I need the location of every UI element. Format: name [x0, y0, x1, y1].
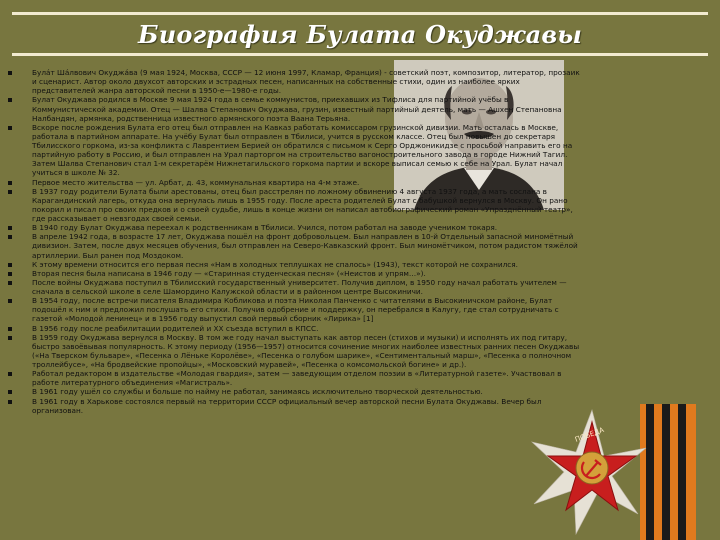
list-item: В 1940 году Булат Окуджава переехал к родственникам в Тбилиси. Учился, потом работал на заводе учеником токаря.	[6, 223, 580, 232]
list-item: Вскоре после рождения Булата его отец был отправлен на Кавказ работать комиссаром грузинской дивизии. Мать осталась в Москве, работала в партийном аппарате. На учёбу Булат был отправлен в Тбилиси, учится в русском классе. Отец был повышен до секретаря Тбилисского горкома, из-за конфликта с Лаврентием Берией он обратился с письмом к Серго Орджоникидзе с просьбой направить его на партийную работу в Россию, и был отправлен на Урал парторгом на строительство вагоностроительного завода в городе Нижний Тагил. Затем Шалва Степанович стал 1-м секретарём Нижнетагильского горкома партии и вскоре выписал семью к себе на Урал. Булат начал учиться в школе № 32.	[6, 123, 580, 178]
slide-title: Биография Булата Окуджавы	[138, 19, 582, 49]
list-item: Работал редактором в издательстве «Молодая гвардия», затем — заведующим отделом поэзии в «Литературной газете». Участвовал в работе литературного объединения «Магистраль».	[6, 369, 580, 387]
biography-text	[6, 68, 580, 415]
list-item: В 1961 году в Харькове состоялся первый на территории СССР официальный вечер авторской песни Булата Окуджавы. Вечер был организован.	[6, 397, 580, 415]
list-item: В 1961 году ушёл со службы и больше по найму не работал, занимаясь исключительно творческой деятельностью.	[6, 387, 580, 396]
list-item: После войны Окуджава поступил в Тбилисский государственный университет. Получив диплом, в 1950 году начал работать учителем — сначала в сельской школе в селе Шамордино Калужской области и в районном центре Высокиничи.	[6, 278, 580, 296]
medal-inscription: ПОБЕДА	[573, 426, 606, 444]
list-item: Була́т Ша́лвович Окуджа́ва (9 мая 1924, Москва, СССР — 12 июня 1997, Кламар, Франция) - советский поэт, композитор, литератор, прозаик и сценарист. Автор около двухсот авторских и эстрадных песен, написанных на собственные стихи, один из наиболее ярких представителей жанра авторской песни в 1950-е—1980-е годы.	[6, 68, 580, 95]
biography-list	[6, 68, 580, 415]
victory-medal	[520, 404, 696, 540]
list-item: В 1937 году родители Булата были арестованы, отец был расстрелян по ложному обвинению 4 августа 1937 года, а мать сослана в Карагандинский лагерь, откуда она вернулась лишь в 1955 году. После ареста родителей Булат с бабушкой вернулся в Москву. Он рано покорил и писал про своих предков и о своей судьбе, лишь в конце жизни он написал автобиографический роман «Упразднённый театр», где рассказывает о невзгодах своей семьи.	[6, 187, 580, 224]
st-george-ribbon-icon	[640, 404, 696, 540]
list-item: Первое место жительства — ул. Арбат, д. 43, коммунальная квартира на 4-м этаже.	[6, 178, 580, 187]
list-item: Вторая песня была написана в 1946 году — «Старинная студенческая песня» («Неистов и упрям…»).	[6, 269, 580, 278]
list-item: В 1954 году, после встречи писателя Владимира Кобликова и поэта Николая Панченко с читателями в Высокиничском районе, Булат подошёл к ним и предложил послушать его стихи. Получив одобрение и поддержку, он перебрался в Калугу, где стал сотрудничать с газетой «Молодой ленинец» и в 1956 году выпустил свой первый сборник «Лирика» [1]	[6, 296, 580, 323]
list-item: Булат Окуджава родился в Москве 9 мая 1924 года в семье коммунистов, приехавших из Тифлиса для партийной учёбы в Коммунистической академии. Отец — Шалва Степанович Окуджава, грузин, известный партийный деятель, мать — Ашхен Степановна Налбандян, армянка, родственница известного армянского поэта Ваана Терьяна.	[6, 95, 580, 122]
title-bar	[12, 12, 708, 56]
list-item: В 1959 году Окуджава вернулся в Москву. В том же году начал выступать как автор песен (стихов и музыки) и исполнять их под гитару, быстро завоёвывая популярность. К этому периоду (1956—1957) относится сочинение многих наиболее известных ранних песен Окуджавы («На Тверском бульваре», «Песенка о Лёньке Королёве», «Песенка о голубом шарике», «Сентиментальный марш», «Песенка о полночном троллейбусе», «На бродвейские пропойцы», «Московский муравей», «Песенка о комсомольской богине» и др.).	[6, 333, 580, 370]
list-item: В 1956 году после реабилитации родителей и XX съезда вступил в КПСС.	[6, 324, 580, 333]
list-item: К этому времени относится его первая песня «Нам в холодных теплушках не спалось» (1943), текст которой не сохранился.	[6, 260, 580, 269]
list-item: В апреле 1942 года, в возрасте 17 лет, Окуджава пошёл на фронт добровольцем. Был направлен в 10-й Отдельный запасной миномётный дивизион. Затем, после двух месяцев обучения, был отправлен на Северо-Кавказский фронт. Был миномётчиком, потом радистом тяжёлой артиллерии. Был ранен под Моздоком.	[6, 232, 580, 259]
